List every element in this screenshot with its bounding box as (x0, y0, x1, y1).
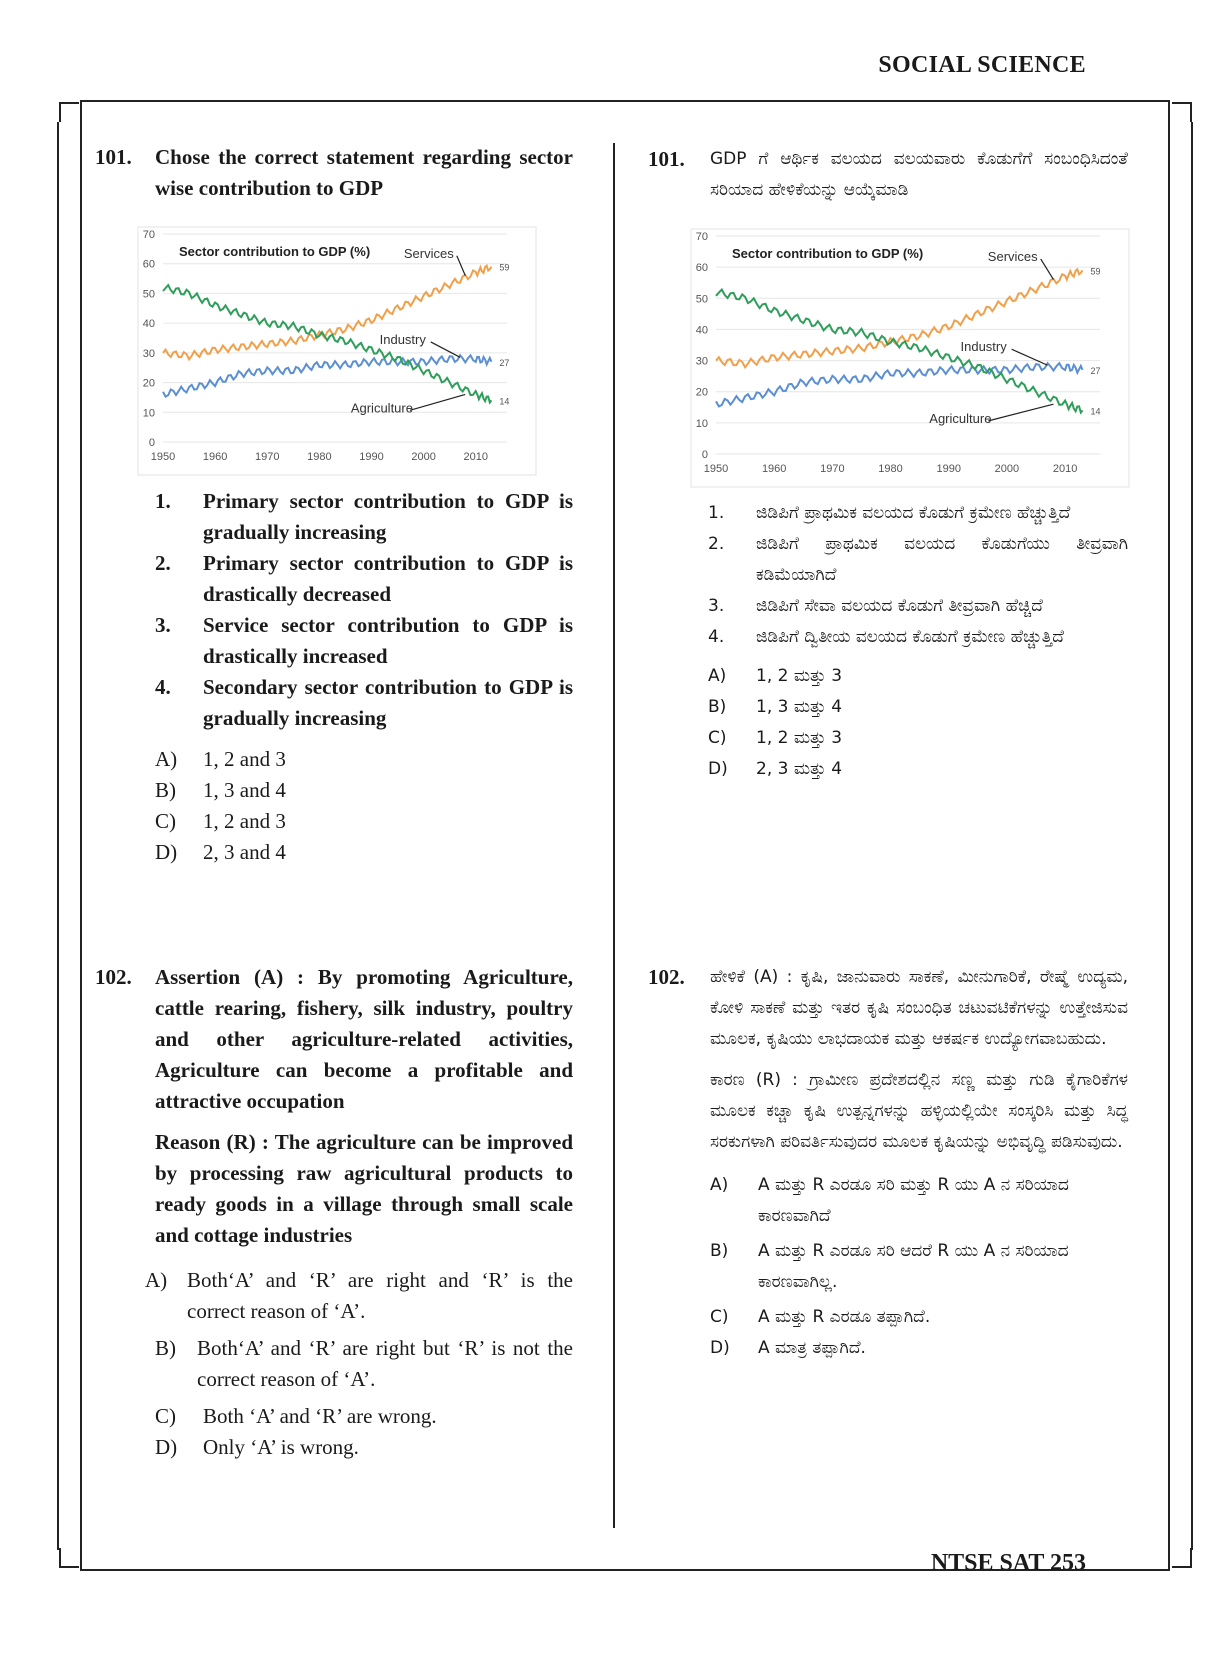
y-tick-label: 0 (148, 437, 155, 449)
option-text: A ಮತ್ತು R ಎರಡೂ ಸರಿ ಆದರೆ R ಯು A ನ ಸರಿಯಾದ ಕಾರಣವಾಗಿಲ್ಲ. (758, 1241, 1069, 1292)
option-list (145, 1265, 573, 1463)
chart-title: Sector contribution to GDP (%) (179, 244, 371, 259)
question-text: Chose the correct statement regarding sector wise contribution to GDP (155, 145, 573, 200)
y-tick-label: 30 (142, 347, 155, 360)
y-tick-label: 60 (695, 262, 708, 275)
option-a (145, 1265, 573, 1327)
statement-number: 1. (155, 489, 171, 513)
option-b (155, 775, 573, 806)
option-c (155, 806, 573, 837)
option-label: A) (710, 1175, 729, 1195)
y-tick-label: 70 (695, 231, 708, 243)
statement-number: 3. (155, 613, 171, 637)
statement-text: Primary sector contribution to GDP is gradually increasing (203, 489, 573, 544)
option-d (155, 1432, 573, 1463)
question-101-kn (648, 144, 1128, 206)
statement-number: 4. (708, 627, 725, 647)
option-a (708, 661, 1128, 692)
x-tick-label: 1960 (761, 463, 787, 475)
option-text: A ಮತ್ತು R ಎರಡೂ ಸರಿ ಮತ್ತು R ಯು A ನ ಸರಿಯಾದ ಕಾರಣವಾಗಿದೆ (758, 1175, 1069, 1226)
question-102-en (95, 962, 573, 1251)
y-tick-label: 50 (695, 293, 708, 306)
frame-corner-top-left (59, 102, 79, 122)
question-number: 102. (648, 965, 685, 989)
kannada-question-102 (648, 962, 1128, 1364)
series-label-services: Services (403, 245, 454, 261)
option-text: 1, 2 and 3 (203, 747, 286, 771)
statement-item (708, 498, 1128, 529)
y-tick-label: 30 (695, 355, 708, 368)
x-tick-label: 2000 (994, 463, 1020, 475)
option-label: A) (155, 747, 178, 771)
option-label: C) (710, 1307, 729, 1327)
y-tick-label: 20 (142, 377, 155, 390)
statement-text: Secondary sector contribution to GDP is gradually increasing (203, 675, 573, 730)
option-text: 1, 2 ಮತ್ತು 3 (756, 666, 843, 686)
x-tick-label: 1960 (202, 451, 228, 463)
option-label: A) (145, 1268, 168, 1292)
statement-text: ಜಿಡಿಪಿಗೆ ದ್ವಿತೀಯ ವಲಯದ ಕೊಡುಗೆ ಕ್ರಮೇಣ ಹೆಚ್ಚುತ್ತಿದೆ (756, 627, 1064, 647)
option-label: B) (710, 1241, 729, 1261)
option-d (155, 837, 573, 868)
reason-text: ಕಾರಣ (R) : ಗ್ರಾಮೀಣ ಪ್ರದೇಶದಲ್ಲಿನ ಸಣ್ಣ ಮತ್ತು ಗುಡಿ ಕೈಗಾರಿಕೆಗಳ ಮೂಲಕ ಕಚ್ಚಾ ಕೃಷಿ ಉತ್ಪನ್ನಗಳನ್ನು ಹಳ್ಳಿಯಲ್ಲಿಯೇ ಸಂಸ್ಕರಿಸಿ ಮತ್ತು ಸಿದ್ಧ ಸರಕುಗಳಾಗಿ ಪರಿವರ್ತಿಸುವುದರ ಮೂಲಕ ಕೃಷಿಯನ್ನು ಅಭಿವೃದ್ಧಿ ಪಡಿಸುವುದು. (710, 1070, 1128, 1152)
x-tick-label: 1950 (703, 463, 729, 475)
x-tick-label: 1980 (878, 463, 903, 475)
option-text: Only ‘A’ is wrong. (203, 1435, 359, 1459)
statement-number: 3. (708, 596, 725, 616)
question-text: GDP ಗೆ ಆರ್ಥಿಕ ವಲಯದ ವಲಯವಾರು ಕೊಡುಗೆಗೆ ಸಂಬಂಧಿಸಿದಂತೆ ಸರಿಯಾದ ಹೇಳಿಕೆಯನ್ನು ಆಯ್ಕೆಮಾಡಿ (710, 149, 1128, 200)
question-102-kn (648, 962, 1128, 1158)
option-text: Both ‘A’ and ‘R’ are wrong. (203, 1404, 437, 1428)
series-end-label: 27 (1090, 365, 1101, 376)
y-tick-label: 40 (695, 324, 708, 337)
x-tick-label: 2000 (411, 451, 436, 463)
statement-number: 4. (155, 675, 171, 699)
option-c (708, 723, 1128, 754)
page-footer-number: NTSE SAT 253 (930, 1550, 1086, 1576)
chart-background (691, 229, 1129, 487)
statement-number: 2. (155, 551, 171, 575)
option-c (155, 1401, 573, 1432)
option-label: D) (708, 759, 728, 779)
kannada-column (648, 144, 1128, 785)
option-a (710, 1170, 1128, 1232)
option-text: Both‘A’ and ‘R’ are right and ‘R’ is the correct reason of ‘A’. (187, 1268, 573, 1323)
statement-item (155, 672, 573, 734)
series-end-label: 14 (1090, 406, 1101, 417)
x-tick-label: 1950 (150, 451, 176, 463)
option-list (708, 661, 1128, 785)
column-divider (613, 143, 615, 1528)
series-end-label: 14 (499, 396, 510, 407)
x-tick-label: 1970 (820, 463, 845, 475)
statement-list (708, 498, 1128, 653)
y-tick-label: 10 (142, 407, 155, 420)
option-label: C) (155, 809, 176, 833)
x-tick-label: 1990 (936, 463, 961, 475)
statement-item (155, 548, 573, 610)
series-label-services: Services (987, 248, 1038, 264)
statement-text: Service sector contribution to GDP is drastically increased (203, 613, 573, 668)
question-number: 101. (95, 145, 132, 169)
option-text: 1, 2 and 3 (203, 809, 286, 833)
series-end-label: 27 (499, 357, 510, 368)
question-number: 101. (648, 147, 685, 171)
chart-title: Sector contribution to GDP (%) (732, 246, 924, 261)
option-text: 1, 3 ಮತ್ತು 4 (756, 697, 843, 717)
y-tick-label: 60 (142, 258, 155, 271)
series-label-industry: Industry (379, 331, 426, 347)
option-label: C) (155, 1404, 176, 1428)
sector-gdp-chart-kn (690, 228, 1130, 488)
y-tick-label: 50 (142, 288, 155, 301)
statement-text: ಜಿಡಿಪಿಗೆ ಪ್ರಾಥಮಿಕ ವಲಯದ ಕೊಡುಗೆ ಕ್ರಮೇಣ ಹೆಚ್ಚುತ್ತಿದೆ (756, 503, 1071, 523)
option-label: D) (155, 840, 178, 864)
assertion-text: ಹೇಳಿಕೆ (A) : ಕೃಷಿ, ಜಾನುವಾರು ಸಾಕಣೆ, ಮೀನುಗಾರಿಕೆ, ರೇಷ್ಮೆ ಉದ್ಯಮ, ಕೋಳಿ ಸಾಕಣೆ ಮತ್ತು ಇತರ ಕೃಷಿ ಸಂಬಂಧಿತ ಚಟುವಟಿಕೆಗಳನ್ನು ಉತ್ತೇಜಿಸುವ ಮೂಲಕ, ಕೃಷಿಯು ಲಾಭದಾಯಕ ಮತ್ತು ಆಕರ್ಷಕ ಉದ್ಯೋಗವಾಬಹುದು. (710, 967, 1128, 1049)
option-text: 2, 3 ಮತ್ತು 4 (756, 759, 843, 779)
question-number: 102. (95, 965, 132, 989)
statement-item (708, 529, 1128, 591)
assertion-text: Assertion (A) : By promoting Agriculture, cattle rearing, fishery, silk industry, poultry and other agriculture-related activities, Agriculture can become a profitable and attractive occupation (155, 965, 573, 1113)
english-column (95, 142, 573, 868)
statement-text: ಜಿಡಿಪಿಗೆ ಸೇವಾ ವಲಯದ ಕೊಡುಗೆ ತೀವ್ರವಾಗಿ ಹೆಚ್ಚಿದೆ (756, 596, 1043, 616)
statement-number: 1. (708, 503, 725, 523)
english-question-102 (95, 962, 573, 1463)
option-d (708, 754, 1128, 785)
statement-item (708, 622, 1128, 653)
x-tick-label: 2010 (1052, 463, 1078, 475)
series-label-industry: Industry (960, 339, 1007, 355)
statement-number: 2. (708, 534, 725, 554)
option-text: 1, 2 ಮತ್ತು 3 (756, 728, 843, 748)
option-label: B) (708, 697, 727, 717)
x-tick-label: 1980 (307, 451, 332, 463)
x-tick-label: 1970 (255, 451, 280, 463)
option-label: D) (155, 1435, 178, 1459)
option-text: 1, 3 and 4 (203, 778, 286, 802)
statement-item (155, 610, 573, 672)
series-end-label: 59 (499, 262, 510, 273)
option-list (710, 1170, 1128, 1364)
series-label-agriculture: Agriculture (929, 410, 992, 426)
y-tick-label: 20 (695, 386, 708, 399)
option-b (155, 1333, 573, 1395)
sector-gdp-chart (137, 226, 537, 476)
statement-list (155, 486, 573, 734)
option-label: B) (155, 1336, 176, 1360)
statement-item (155, 486, 573, 548)
x-tick-label: 2010 (463, 451, 488, 463)
option-text: A ಮತ್ತು R ಎರಡೂ ತಪ್ಪಾಗಿದೆ. (758, 1307, 931, 1327)
option-b (710, 1236, 1128, 1298)
option-label: C) (708, 728, 727, 748)
page-header-subject: SOCIAL SCIENCE (878, 52, 1086, 78)
y-tick-label: 70 (142, 229, 155, 241)
reason-text: Reason (R) : The agriculture can be improved by processing raw agricultural products to ready goods in a village through small scale and cottage industries (155, 1130, 573, 1247)
statement-text: Primary sector contribution to GDP is drastically decreased (203, 551, 573, 606)
y-tick-label: 10 (695, 417, 708, 430)
series-end-label: 59 (1090, 266, 1101, 277)
option-b (708, 692, 1128, 723)
series-label-agriculture: Agriculture (350, 400, 413, 416)
frame-corner-bottom-right (1172, 1548, 1192, 1568)
statement-text: ಜಿಡಿಪಿಗೆ ಪ್ರಾಥಮಿಕ ವಲಯದ ಕೊಡುಗೆಯು ತೀವ್ರವಾಗಿ ಕಡಿಮೆಯಾಗಿದೆ (756, 534, 1128, 585)
option-text: A ಮಾತ್ರ ತಪ್ಪಾಗಿದೆ. (758, 1338, 866, 1358)
option-d (710, 1333, 1128, 1364)
frame-corner-bottom-left (59, 1548, 79, 1568)
x-tick-label: 1990 (359, 451, 384, 463)
option-label: B) (155, 778, 176, 802)
option-text: Both‘A’ and ‘R’ are right but ‘R’ is not the correct reason of ‘A’. (197, 1336, 573, 1391)
option-label: D) (710, 1338, 730, 1358)
y-tick-label: 40 (142, 318, 155, 331)
option-list (155, 744, 573, 868)
option-label: A) (708, 666, 727, 686)
option-c (710, 1302, 1128, 1333)
frame-corner-top-right (1172, 102, 1192, 122)
question-101-en (95, 142, 573, 204)
statement-item (708, 591, 1128, 622)
option-a (155, 744, 573, 775)
option-text: 2, 3 and 4 (203, 840, 286, 864)
y-tick-label: 0 (701, 449, 708, 461)
